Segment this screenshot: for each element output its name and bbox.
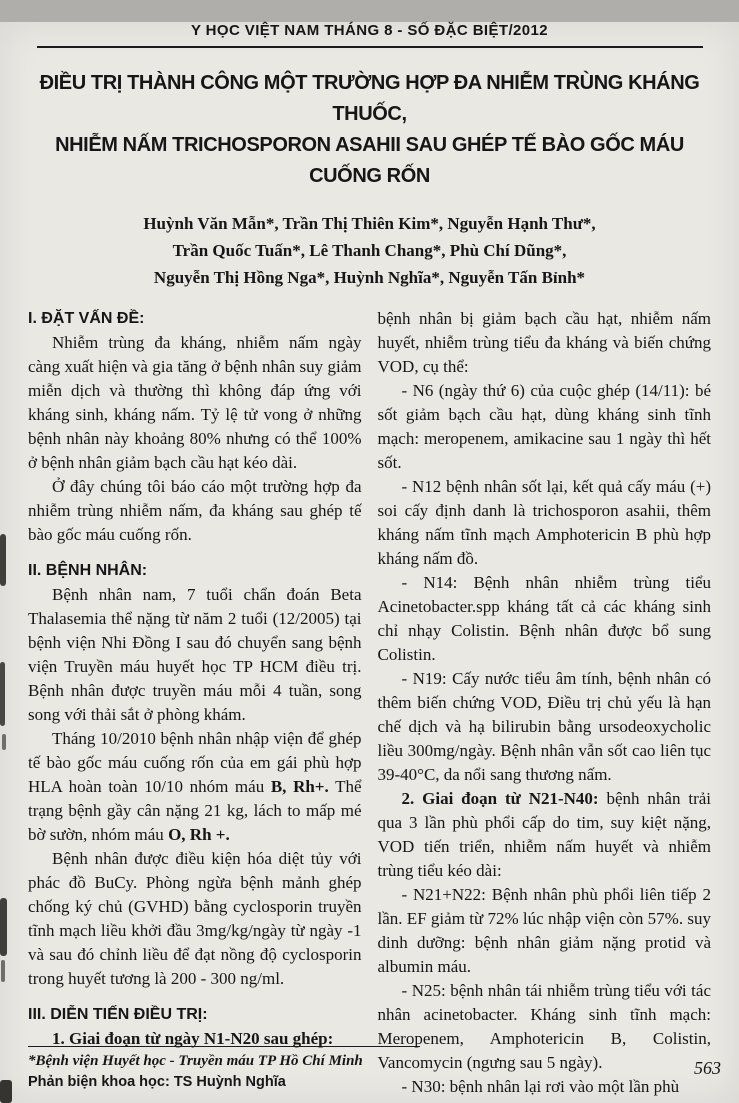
paragraph-n21-n22: - N21+N22: Bệnh nhân phù phổi liên tiếp 2 lần. EF giảm từ 72% lúc nhập viện còn 57%. suy dinh dưỡng: bệnh nhân giảm nặng protid và albumin máu. (377, 885, 711, 976)
journal-header: Y HỌC VIỆT NAM THÁNG 8 - SỐ ĐẶC BIỆT/2012 (190, 22, 548, 39)
author-line-1: Huỳnh Văn Mẫn*, Trần Thị Thiên Kim*, Nguyễn Hạnh Thư*, (143, 214, 596, 233)
scan-artifact (0, 898, 7, 956)
text-run: Tháng 10/2010 bệnh nhân nhập viện để ghép tế bào gốc máu cuống rốn của em gái phù hợp HLA hoàn toàn 10/10 nhóm máu (28, 729, 362, 796)
scan-artifact (2, 734, 6, 750)
paragraph-n14: - N14: Bệnh nhân nhiễm trùng tiểu Acinetobacter.spp kháng tất cả các kháng sinh chỉ nhạy Colistin. Bệnh nhân được bổ sung Colistin. (377, 573, 711, 664)
text-run: Thể trạng bệnh gầy cân nặng 21 kg, lách to mấp mé bờ sườn, nhóm máu (28, 777, 362, 844)
affiliation-footnote: *Bệnh viện Huyết học - Truyền máu TP Hồ Chí Minh (28, 1053, 363, 1069)
paragraph-patient-1: Bệnh nhân nam, 7 tuổi chẩn đoán Beta Thalasemia thể nặng từ năm 2 tuổi (12/2005) tại bệnh viện Nhi Đồng I sau đó chuyển sang bệnh viện Truyền máu huyết học TP HCM điều trị. Bệnh nhân được truyền máu mỗi 4 tuần, song song với thải sắt ở phòng khám. (28, 585, 362, 724)
paragraph-n6: - N6 (ngày thứ 6) của cuộc ghép (14/11): bé sốt giảm bạch cầu hạt, dùng kháng sinh tĩnh mạch: meropenem, amikacine sau 1 ngày thì hết sốt. (377, 381, 711, 472)
paragraph-n19: - N19: Cấy nước tiểu âm tính, bệnh nhân có thêm biến chứng VOD, Điều trị chủ yếu là hạn chế dịch và hạ bilirubin bằng ursodeoxycholic liều 300mg/ngày. Bệnh nhân vẫn sốt cao liên tục 39-40°C, da nổi sang thương nấm. (377, 669, 711, 784)
paragraph-n30: - N30: bệnh nhân lại rơi vào một lần phù (401, 1077, 680, 1096)
page-footer (28, 1046, 711, 1093)
right-column (378, 307, 712, 1099)
text-run-bold: B, Rh+. (270, 777, 329, 796)
article-title-line1: ĐIỀU TRỊ THÀNH CÔNG MỘT TRƯỜNG HỢP ĐA NHIỄM TRÙNG KHÁNG THUỐC, (39, 72, 700, 125)
article-title (20, 68, 720, 192)
scan-artifact (1, 960, 5, 982)
author-list (0, 210, 739, 291)
journal-page (0, 22, 739, 1103)
scan-artifact (0, 662, 5, 726)
paragraph-phase2-heading (378, 787, 712, 883)
left-column (28, 307, 362, 1099)
article-title-line2: NHIỄM NẤM TRICHOSPORON ASAHII SAU GHÉP TẾ BÀO GỐC MÁU CUỐNG RỐN (55, 134, 684, 187)
text-run: bệnh nhân trải qua 3 lần phù phổi cấp do tim, suy kiệt nặng, VOD tiến triển, nhiễm nấm huyết và nhiễm trùng tiểu kéo dài: (377, 789, 711, 880)
paragraph-intro-1: Nhiễm trùng đa kháng, nhiễm nấm ngày càng xuất hiện và gia tăng ở bệnh nhân suy giảm miễn dịch và thường thì không đáp ứng với kháng sinh, kháng nấm. Tỷ lệ tử vong ở những bệnh nhân này khoảng 80% nhưng có thể 100% ở bệnh nhân giảm bạch cầu hạt kéo dài. (28, 333, 362, 472)
scan-artifact (0, 1080, 12, 1103)
page-number: 563 (694, 1058, 721, 1078)
section-heading-dat-van-de: I. ĐẶT VẤN ĐỀ: (28, 310, 145, 327)
text-run-bold: 2. Giai đoạn từ N21-N40: (401, 789, 599, 808)
section-heading-dien-tien: III. DIỄN TIẾN ĐIỀU TRỊ: (28, 1006, 208, 1023)
header-rule (37, 46, 703, 48)
paragraph-intro-2: Ở đây chúng tôi báo cáo một trường hợp đa nhiễm trùng nhiễm nấm, đa kháng sau ghép tế bào gốc máu cuống rốn. (28, 477, 362, 544)
paragraph-patient-2 (28, 727, 362, 847)
section-heading-benh-nhan: II. BỆNH NHÂN: (28, 562, 148, 579)
scan-artifact (0, 534, 6, 586)
scientific-review-note: Phản biện khoa học: TS Huỳnh Nghĩa (28, 1074, 286, 1090)
paragraph-phase1-heading: 1. Giai đoạn từ ngày N1-N20 sau ghép: (52, 1029, 334, 1048)
footnote-rule (28, 1046, 420, 1047)
author-line-3: Nguyễn Thị Hồng Nga*, Huỳnh Nghĩa*, Nguyễn Tấn Bỉnh* (153, 268, 586, 287)
paragraph-n12: - N12 bệnh nhân sốt lại, kết quả cấy máu (+) soi cấy định danh là trichosporon asahii, thêm kháng nấm tĩnh mạch Amphotericin B phù hợp kháng nấm đồ. (377, 477, 711, 568)
article-body (0, 307, 739, 1099)
paragraph-patient-3: Bệnh nhân được điều kiện hóa diệt tủy với phác đồ BuCy. Phòng ngừa bệnh mảnh ghép chống ký chủ (GVHD) bằng cyclosporin truyền tĩnh mạch liều khởi đầu 3mg/kg/ngày từ ngày -1 và sau đó chỉnh liều để đạt nồng độ cyclosporin trong huyết tương là 200 - 300 ng/ml. (28, 849, 362, 988)
paragraph-n25: - N25: bệnh nhân tái nhiễm trùng tiểu với tác nhân acinetobacter. Kháng sinh tĩnh mạch: Meropenem, Amphotericin B, Colistin, Vancomycin (ngưng sau 5 ngày). (377, 981, 711, 1072)
paragraph-phase1-continuation: bệnh nhân bị giảm bạch cầu hạt, nhiễm nấm huyết, nhiễm trùng tiểu đa kháng và biến chứng VOD, cụ thể: (377, 309, 711, 376)
text-run-bold: O, Rh +. (168, 825, 230, 844)
author-line-2: Trần Quốc Tuấn*, Lê Thanh Chang*, Phù Chí Dũng*, (172, 241, 567, 260)
